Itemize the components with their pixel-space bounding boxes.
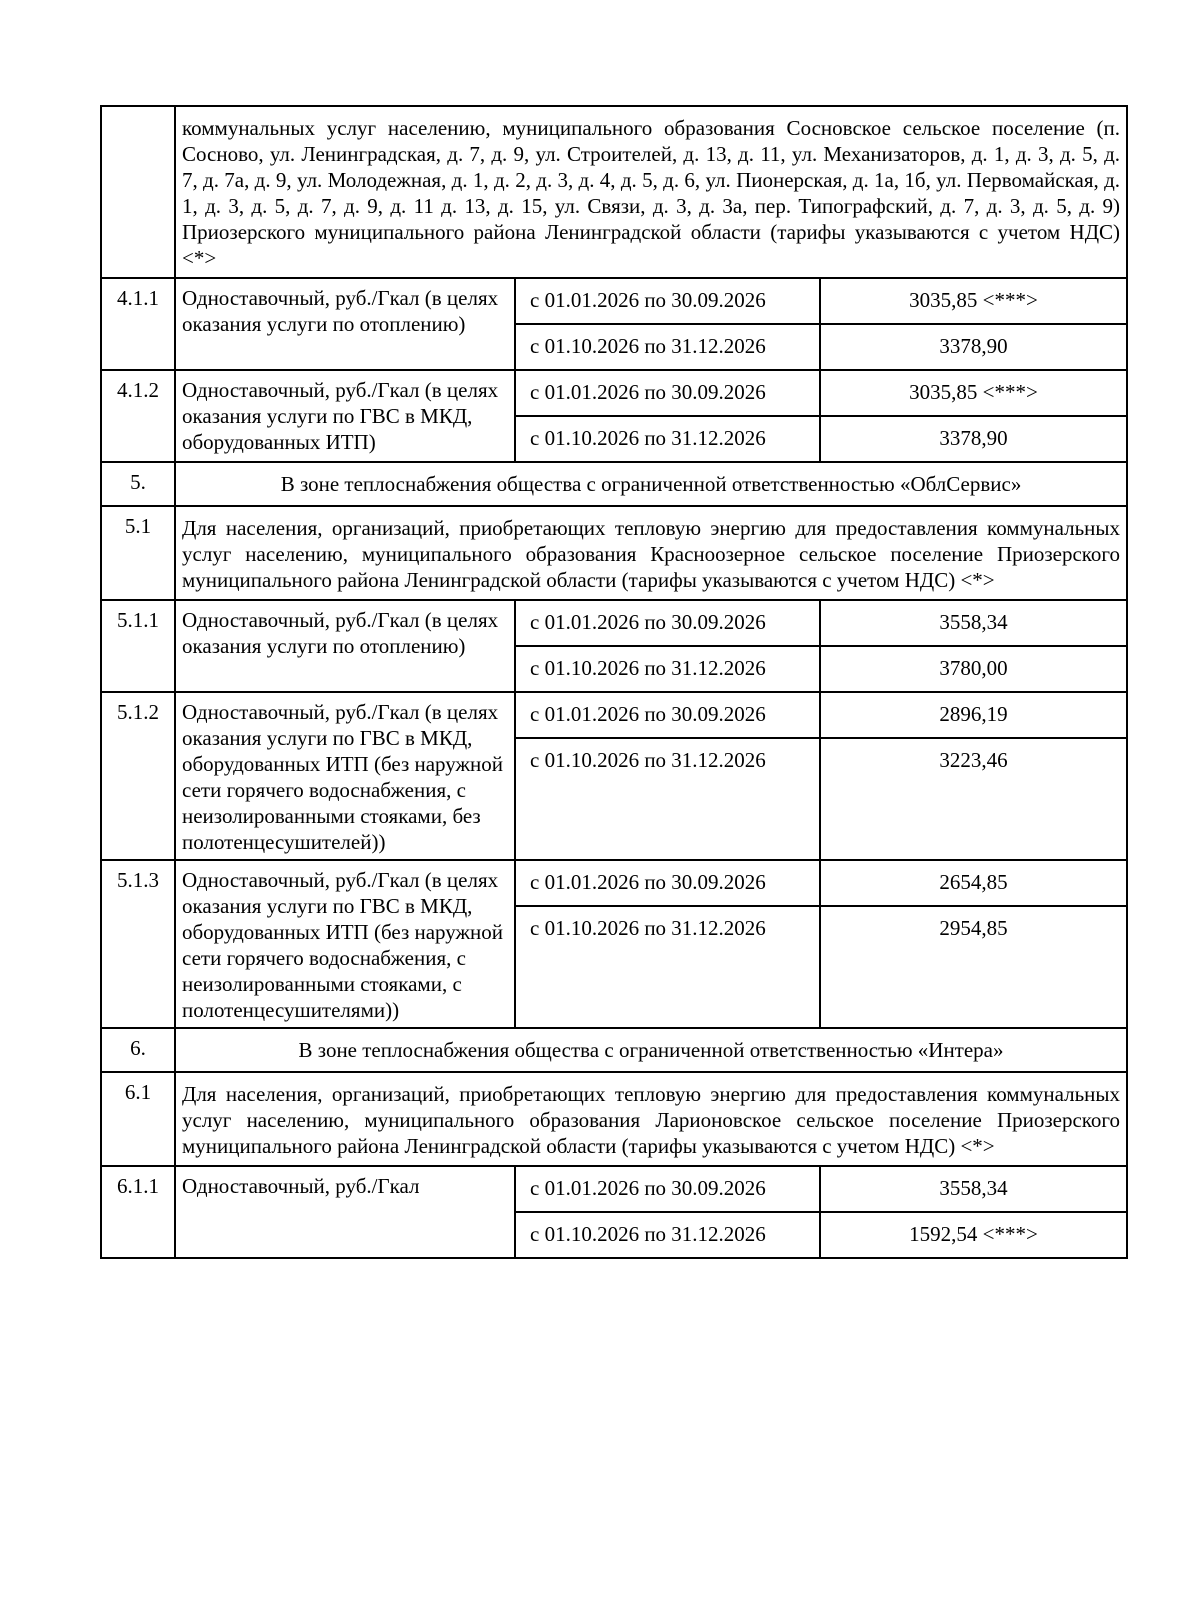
table-row bbox=[101, 1166, 1127, 1212]
tariff-name: Одноставочный, руб./Гкал bbox=[175, 1166, 515, 1258]
row-number: 4.1.2 bbox=[101, 370, 175, 462]
period: с 01.01.2026 по 30.09.2026 bbox=[515, 370, 820, 416]
period: с 01.01.2026 по 30.09.2026 bbox=[515, 1166, 820, 1212]
period: с 01.10.2026 по 31.12.2026 bbox=[515, 1212, 820, 1258]
table-row bbox=[101, 1072, 1127, 1166]
tariff-name: Одноставочный, руб./Гкал (в целях оказания услуги по отоплению) bbox=[175, 600, 515, 692]
table-row bbox=[101, 1028, 1127, 1072]
row-number bbox=[101, 106, 175, 278]
table-row bbox=[101, 692, 1127, 738]
tariff-value: 2954,85 bbox=[820, 906, 1127, 1028]
row-number: 5.1.1 bbox=[101, 600, 175, 692]
period: с 01.01.2026 по 30.09.2026 bbox=[515, 600, 820, 646]
tariff-value: 3558,34 bbox=[820, 1166, 1127, 1212]
tariff-value: 2654,85 bbox=[820, 860, 1127, 906]
tariff-name: Одноставочный, руб./Гкал (в целях оказания услуги по ГВС в МКД, оборудованных ИТП) bbox=[175, 370, 515, 462]
row-number: 5.1.2 bbox=[101, 692, 175, 860]
group-description: коммунальных услуг населению, муниципального образования Сосновское сельское поселение (п. Сосново, ул. Ленинградская, д. 7, д. 9, ул. Строителей, д. 13, д. 11, ул. Механизаторов, д. 1, д. 3, д. 5, д. 7, д. 7а, д. 9, ул. Молодежная, д. 1, д. 2, д. 3, д. 4, д. 5, д. 6, ул. Пионерская, д. 1а, 1б, ул. Первомайская, д. 1, д. 3, д. 5, д. 7, д. 9, д. 11 д. 13, д. 15, ул. Связи, д. 3, д. 3а, пер. Типографский, д. 7, д. 3, д. 5, д. 9) Приозерского муниципального района Ленинградской области (тарифы указываются с учетом НДС) <*> bbox=[175, 106, 1127, 278]
tariff-table bbox=[100, 105, 1128, 1259]
period: с 01.10.2026 по 31.12.2026 bbox=[515, 646, 820, 692]
tariff-value: 1592,54 <***> bbox=[820, 1212, 1127, 1258]
zone-heading: В зоне теплоснабжения общества с ограниченной ответственностью «ОблСервис» bbox=[175, 462, 1127, 506]
tariff-value: 3035,85 <***> bbox=[820, 370, 1127, 416]
tariff-name: Одноставочный, руб./Гкал (в целях оказания услуги по ГВС в МКД, оборудованных ИТП (без наружной сети горячего водоснабжения, с неизолированными стояками, с полотенцесушителями)) bbox=[175, 860, 515, 1028]
row-number: 6. bbox=[101, 1028, 175, 1072]
table-row bbox=[101, 106, 1127, 278]
group-description: Для населения, организаций, приобретающих тепловую энергию для предоставления коммунальных услуг населению, муниципального образования Красноозерное сельское поселение Приозерского муниципального района Ленинградской области (тарифы указываются с учетом НДС) <*> bbox=[175, 506, 1127, 600]
period: с 01.01.2026 по 30.09.2026 bbox=[515, 860, 820, 906]
row-number: 5. bbox=[101, 462, 175, 506]
tariff-value: 3378,90 bbox=[820, 324, 1127, 370]
period: с 01.10.2026 по 31.12.2026 bbox=[515, 324, 820, 370]
tariff-value: 3780,00 bbox=[820, 646, 1127, 692]
row-number: 4.1.1 bbox=[101, 278, 175, 370]
group-description: Для населения, организаций, приобретающих тепловую энергию для предоставления коммунальных услуг населению, муниципального образования Ларионовское сельское поселение Приозерского муниципального района Ленинградской области (тарифы указываются с учетом НДС) <*> bbox=[175, 1072, 1127, 1166]
period: с 01.10.2026 по 31.12.2026 bbox=[515, 416, 820, 462]
table-row bbox=[101, 278, 1127, 324]
table-row bbox=[101, 462, 1127, 506]
table-row bbox=[101, 860, 1127, 906]
row-number: 6.1.1 bbox=[101, 1166, 175, 1258]
period: с 01.10.2026 по 31.12.2026 bbox=[515, 738, 820, 860]
row-number: 5.1 bbox=[101, 506, 175, 600]
period: с 01.01.2026 по 30.09.2026 bbox=[515, 278, 820, 324]
tariff-value: 3035,85 <***> bbox=[820, 278, 1127, 324]
tariff-value: 3558,34 bbox=[820, 600, 1127, 646]
table-row bbox=[101, 506, 1127, 600]
tariff-name: Одноставочный, руб./Гкал (в целях оказания услуги по ГВС в МКД, оборудованных ИТП (без наружной сети горячего водоснабжения, с неизолированными стояками, без полотенцесушителей)) bbox=[175, 692, 515, 860]
table-row bbox=[101, 370, 1127, 416]
period: с 01.10.2026 по 31.12.2026 bbox=[515, 906, 820, 1028]
tariff-name: Одноставочный, руб./Гкал (в целях оказания услуги по отоплению) bbox=[175, 278, 515, 370]
period: с 01.01.2026 по 30.09.2026 bbox=[515, 692, 820, 738]
table-row bbox=[101, 600, 1127, 646]
row-number: 6.1 bbox=[101, 1072, 175, 1166]
tariff-value: 2896,19 bbox=[820, 692, 1127, 738]
row-number: 5.1.3 bbox=[101, 860, 175, 1028]
zone-heading: В зоне теплоснабжения общества с ограниченной ответственностью «Интера» bbox=[175, 1028, 1127, 1072]
tariff-value: 3378,90 bbox=[820, 416, 1127, 462]
tariff-value: 3223,46 bbox=[820, 738, 1127, 860]
